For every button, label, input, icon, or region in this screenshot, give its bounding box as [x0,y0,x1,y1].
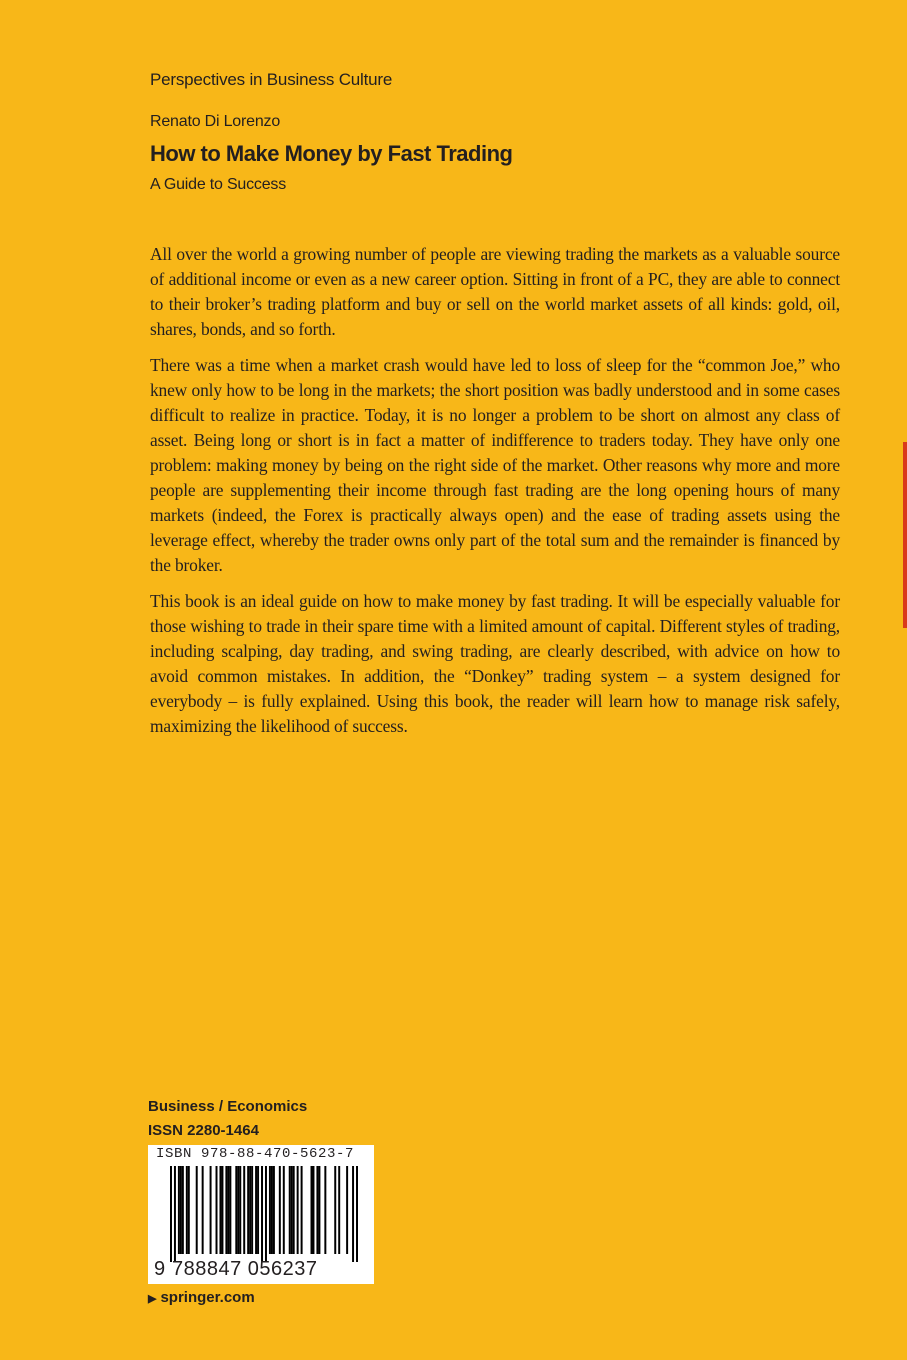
barcode-bar [316,1166,318,1254]
barcode [148,1145,374,1284]
barcode-bar [352,1166,354,1262]
blurb [150,242,840,750]
barcode-bar [346,1166,348,1254]
blurb-paragraph-3: This book is an ideal guide on how to make money by fast trading. It will be especially valuable for those wishing to trade in their spare time with a limited amount of capital. Different styles of trading, including scalping, day trading, and swing trading, are clearly described, with advice on how to avoid common mistakes. In addition, the “Donkey” trading system – a system designed for everybody – is fully explained. Using this book, the reader will learn how to manage risk safely, maximizing the likelihood of success. [150,591,840,736]
barcode-digits: 788847 056237 [172,1258,318,1280]
barcode-bar [196,1166,198,1254]
barcode-bar [273,1166,275,1254]
barcode-bar [178,1166,180,1254]
barcode-bar [237,1166,239,1254]
barcode-bars [170,1166,358,1262]
blurb-paragraph-2: There was a time when a market crash would have led to loss of sleep for the “common Joe,” who knew only how to be long in the markets; the short position was badly understood and in some cases difficult to realize in practice. Today, it is no longer a problem to be short on almost any class of asset. Being long or short is in fact a matter of indifference to traders today. They have only one problem: making money by being on the right side of the market. Other reasons why more and more people are supplementing their income through fast trading are the long opening hours of many markets (indeed, the Forex is practically always open) and the ease of trading assets using the leverage effect, whereby the trader owns only part of the total sum and the remainder is financed by the broker. [150,355,840,575]
author-name: Renato Di Lorenzo [150,113,281,130]
website-link[interactable] [148,1289,255,1306]
barcode-bar [235,1166,237,1254]
barcode-bar [239,1166,241,1254]
issn-label: ISSN 2280-1464 [148,1122,259,1139]
barcode-bar [279,1166,281,1254]
category-label: Business / Economics [148,1098,308,1115]
barcode-bar [174,1166,176,1262]
barcode-bar [301,1166,303,1254]
book-title: How to Make Money by Fast Trading [150,141,513,166]
barcode-bar [249,1166,251,1254]
barcode-bar [293,1166,295,1254]
barcode-bar [225,1166,227,1254]
barcode-bar [202,1166,204,1254]
barcode-bar [318,1166,320,1254]
barcode-bar [188,1166,190,1254]
barcode-bar [265,1166,267,1262]
barcode-bar [216,1166,218,1254]
barcode-bar [170,1166,172,1262]
barcode-bar [289,1166,291,1254]
triangle-right-icon: ▶ [148,1293,157,1305]
barcode-bar [291,1166,293,1254]
barcode-bar [251,1166,253,1254]
barcode-first-digit: 9 [154,1258,166,1280]
barcode-bar [180,1166,182,1254]
barcode-bar [271,1166,273,1254]
barcode-bar [334,1166,336,1254]
book-subtitle: A Guide to Success [150,176,287,193]
barcode-bar [257,1166,259,1254]
barcode-bar [229,1166,231,1254]
barcode-bar [210,1166,212,1254]
barcode-bar [219,1166,221,1254]
isbn-text: ISBN 978-88-470-5623-7 [156,1146,355,1162]
blurb-paragraph-1: All over the world a growing number of people are viewing trading the markets as a valuable source of additional income or even as a new career option. Sitting in front of a PC, they are able to connect to their broker’s trading platform and buy or sell on the world market assets of all kinds: gold, oil, shares, bonds, and so forth. [150,244,840,339]
barcode-bar [269,1166,271,1254]
barcode-bar [255,1166,257,1254]
barcode-bar [186,1166,188,1254]
barcode-bar [243,1166,245,1254]
barcode-bar [221,1166,223,1254]
edge-marker [903,442,907,628]
series-name: Perspectives in Business Culture [150,70,393,89]
barcode-bar [247,1166,249,1254]
barcode-bar [227,1166,229,1254]
website-label: springer.com [160,1289,255,1306]
barcode-bar [338,1166,340,1254]
barcode-bar [311,1166,313,1254]
barcode-bar [261,1166,263,1262]
barcode-bar [283,1166,285,1254]
barcode-bar [324,1166,326,1254]
barcode-bar [312,1166,314,1254]
barcode-bar [356,1166,358,1262]
barcode-bar [297,1166,299,1254]
barcode-bar [182,1166,184,1254]
